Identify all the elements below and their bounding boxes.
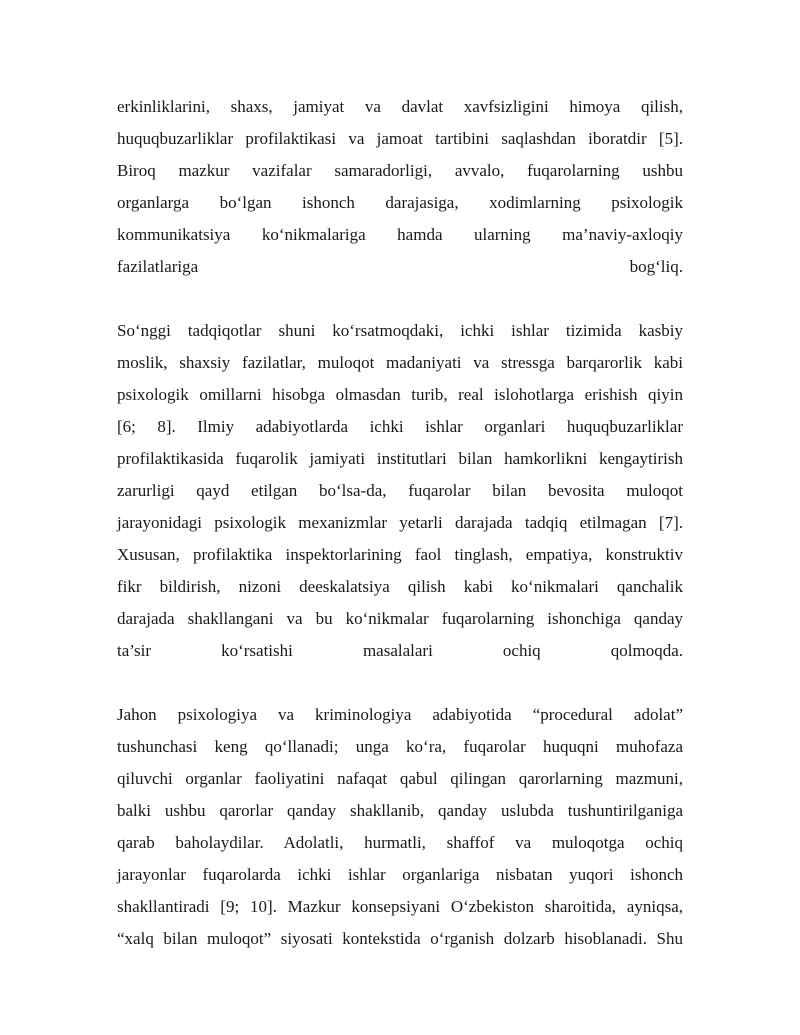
text-line: Biroq mazkur vazifalar samaradorligi, avvalo, fuqarolarning ushbu xyxy=(117,161,683,180)
text-line: Jahon psixologiya va kriminologiya adabiyotida “procedural adolat” xyxy=(117,705,683,724)
document-page xyxy=(117,91,683,987)
paragraph-1 xyxy=(117,91,683,283)
text-line: shakllantiradi [9; 10]. Mazkur konsepsiyani O‘zbekiston sharoitida, ayniqsa, xyxy=(117,897,683,916)
text-line: organlarga bo‘lgan ishonch darajasiga, xodimlarning psixologik xyxy=(117,193,683,212)
text-line: huquqbuzarliklar profilaktikasi va jamoat tartibini saqlashdan iboratdir [5]. xyxy=(117,129,683,148)
text-line: jarayonlar fuqarolarda ichki ishlar organlariga nisbatan yuqori ishonch xyxy=(117,865,683,884)
text-line: zarurligi qayd etilgan bo‘lsa-da, fuqarolar bilan bevosita muloqot xyxy=(117,481,683,500)
paragraph-3 xyxy=(117,699,683,955)
text-line: profilaktikasida fuqarolik jamiyati institutlari bilan hamkorlikni kengaytirish xyxy=(117,449,683,468)
text-line: darajada shakllangani va bu ko‘nikmalar fuqarolarning ishonchiga qanday xyxy=(117,609,683,628)
text-line: moslik, shaxsiy fazilatlar, muloqot madaniyati va stressga barqarorlik kabi xyxy=(117,353,683,372)
text-line: Xususan, profilaktika inspektorlarining faol tinglash, empatiya, konstruktiv xyxy=(117,545,683,564)
text-line: psixologik omillarni hisobga olmasdan turib, real islohotlarga erishish qiyin xyxy=(117,385,683,404)
text-line: kommunikatsiya ko‘nikmalariga hamda ularning ma’naviy-axloqiy xyxy=(117,225,683,244)
text-line: qiluvchi organlar faoliyatini nafaqat qabul qilingan qarorlarning mazmuni, xyxy=(117,769,683,788)
text-line: qarab baholaydilar. Adolatli, hurmatli, shaffof va muloqotga ochiq xyxy=(117,833,683,852)
text-line: fikr bildirish, nizoni deeskalatsiya qilish kabi ko‘nikmalari qanchalik xyxy=(117,577,683,596)
paragraph-2 xyxy=(117,315,683,667)
text-line: tushunchasi keng qo‘llanadi; unga ko‘ra, fuqarolar huquqni muhofaza xyxy=(117,737,683,756)
text-line: fazilatlariga bog‘liq. xyxy=(117,257,683,276)
text-line: balki ushbu qarorlar qanday shakllanib, qanday uslubda tushuntirilganiga xyxy=(117,801,683,820)
text-line: So‘nggi tadqiqotlar shuni ko‘rsatmoqdaki, ichki ishlar tizimida kasbiy xyxy=(117,321,683,340)
text-line: [6; 8]. Ilmiy adabiyotlarda ichki ishlar organlari huquqbuzarliklar xyxy=(117,417,683,436)
text-line: erkinliklarini, shaxs, jamiyat va davlat xavfsizligini himoya qilish, xyxy=(117,97,683,116)
text-line: “xalq bilan muloqot” siyosati kontekstida o‘rganish dolzarb hisoblanadi. Shu xyxy=(117,929,683,948)
text-line: ta’sir ko‘rsatishi masalalari ochiq qolmoqda. xyxy=(117,641,683,660)
text-line: jarayonidagi psixologik mexanizmlar yetarli darajada tadqiq etilmagan [7]. xyxy=(117,513,683,532)
